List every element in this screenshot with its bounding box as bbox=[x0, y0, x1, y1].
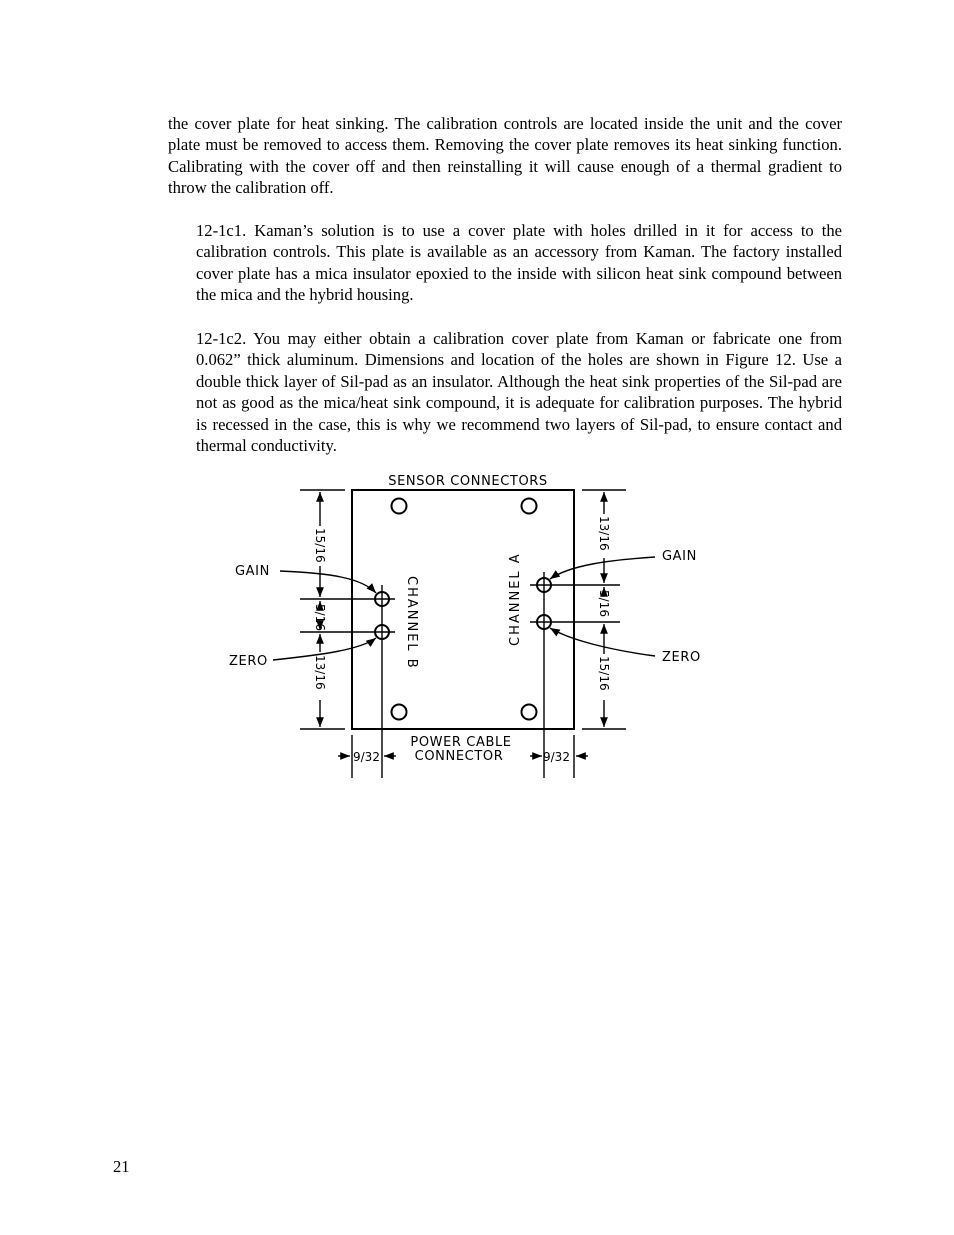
dim-left-mid: 5/16 bbox=[313, 604, 327, 631]
power-connector-hole-right bbox=[522, 705, 537, 720]
zero-label-left: ZERO bbox=[229, 654, 268, 669]
dim-left-top: 15/16 bbox=[313, 528, 327, 563]
zero-label-right: ZERO bbox=[662, 650, 701, 665]
paragraph-cover-plate-intro: the cover plate for heat sinking. The calibration controls are located inside the unit and the cover plate must be removed to access them. Removing the cover plate removes its heat sinking function. Calibrating with the cover off and then reinstalling it will cause enough of a thermal gradient to throw the calibration off. bbox=[168, 114, 842, 198]
dim-bottom-right: 9/32 bbox=[543, 750, 570, 764]
leader-zero-right bbox=[550, 628, 655, 656]
dim-right-bottom: 15/16 bbox=[597, 656, 611, 691]
sensor-connector-hole-left bbox=[392, 499, 407, 514]
channel-a-label: CHANNEL A bbox=[508, 552, 523, 646]
dim-right-mid: 5/16 bbox=[597, 590, 611, 617]
gain-label-right: GAIN bbox=[662, 549, 697, 564]
dim-bottom-left: 9/32 bbox=[353, 750, 380, 764]
dim-right-top: 13/16 bbox=[597, 516, 611, 551]
leader-gain-right bbox=[550, 557, 655, 579]
leader-gain-left bbox=[280, 571, 376, 593]
power-cable-label-line2: CONNECTOR bbox=[414, 749, 504, 764]
sensor-connector-hole-right bbox=[522, 499, 537, 514]
dim-left-bottom: 13/16 bbox=[313, 655, 327, 690]
sensor-connectors-label: SENSOR CONNECTORS bbox=[388, 474, 548, 489]
gain-label-left: GAIN bbox=[235, 564, 270, 579]
power-connector-hole-left bbox=[392, 705, 407, 720]
paragraph-12-1c1: 12-1c1. Kaman’s solution is to use a cover plate with holes drilled in it for access to the calibration controls. This plate is available as an accessory from Kaman. The factory installed cover plate has a mica insulator epoxied to the inside with silicon heat sink compound between the mica and the hybrid housing. bbox=[196, 221, 842, 305]
cover-plate-outline bbox=[352, 490, 574, 729]
page-number: 21 bbox=[113, 1157, 130, 1176]
channel-b-label: CHANNEL B bbox=[404, 576, 419, 670]
power-cable-label-line1: POWER CABLE bbox=[410, 735, 512, 750]
paragraph-12-1c2: 12-1c2. You may either obtain a calibration cover plate from Kaman or fabricate one from 0.062” thick aluminum. Dimensions and location of the holes are shown in Figure 12. Use a double thick layer of Sil-pad as an insulator. Although the heat sink properties of the Sil-pad are not as good as the mica/heat sink compound, it is adequate for calibration purposes. The hybrid is recessed in the case, this is why we recommend two layers of Sil-pad, to ensure contact and thermal conductivity. bbox=[196, 329, 842, 456]
